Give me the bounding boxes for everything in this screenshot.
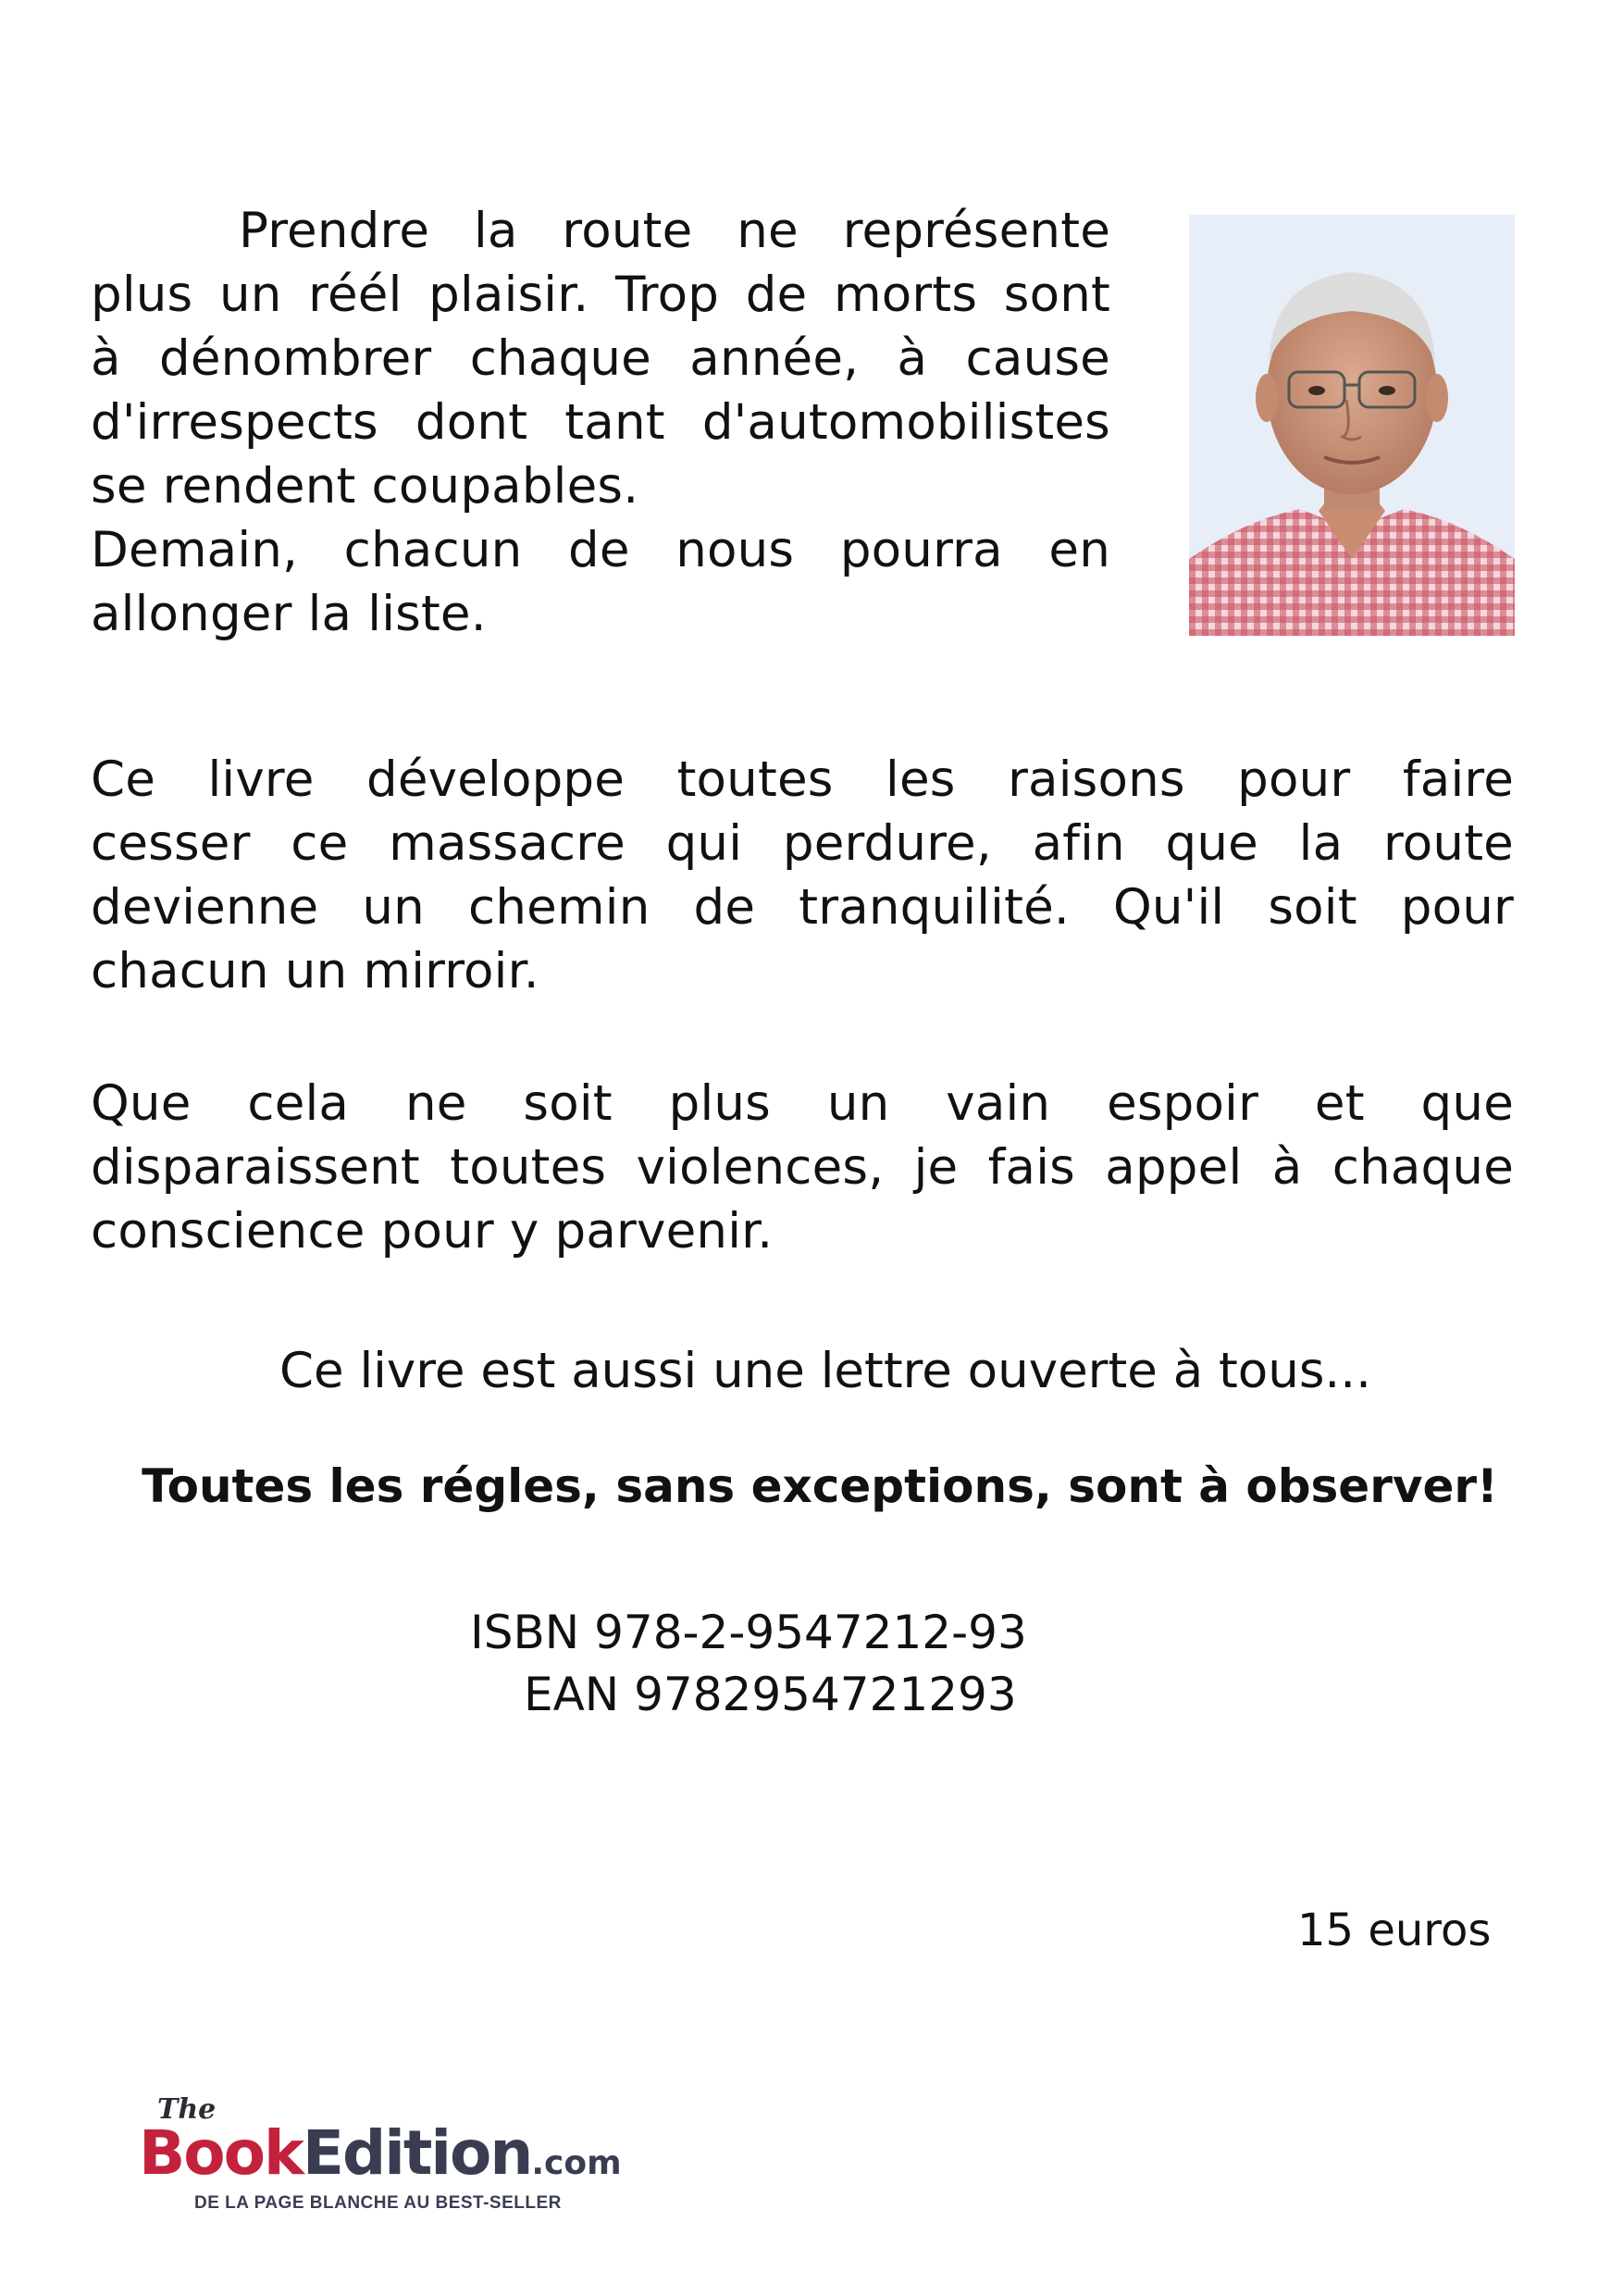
logo-com: .com: [531, 2144, 622, 2182]
intro-line: plus un réél plaisir. Trop de morts sont: [91, 267, 1110, 323]
logo-wordmark: [139, 2117, 622, 2189]
body-line: conscience pour y parvenir.: [91, 1203, 774, 1260]
intro-line: Demain, chacun de nous pourra en: [91, 522, 1110, 578]
intro-line: se rendent coupables.: [91, 458, 639, 515]
bookedition-logo: [139, 2093, 657, 2214]
open-letter-tagline: Ce livre est aussi une lettre ouverte à tous...: [279, 1343, 1371, 1399]
book-identifiers: [470, 1602, 1027, 1726]
body-paragraph-2: [91, 1072, 1514, 1263]
logo-edition: Edition: [302, 2117, 532, 2189]
body-line: disparaissent toutes violences, je fais appel à chaque: [91, 1139, 1514, 1196]
body-line: chacun un mirroir.: [91, 943, 539, 999]
intro-line: à dénombrer chaque année, à cause: [91, 330, 1110, 387]
body-line: Que cela ne soit plus un vain espoir et que: [91, 1075, 1514, 1132]
logo-tagline: DE LA PAGE BLANCHE AU BEST-SELLER: [194, 2193, 562, 2213]
price-label: 15 euros: [1297, 1905, 1492, 1956]
body-line: cesser ce massacre qui perdure, afin que la route: [91, 815, 1514, 872]
body-line: Ce livre développe toutes les raisons pour faire: [91, 751, 1514, 808]
intro-line: allonger la liste.: [91, 586, 487, 642]
body-paragraph-1: [91, 748, 1514, 1003]
intro-paragraph: [91, 199, 1110, 646]
ean-code: EAN 9782954721293: [524, 1668, 1017, 1721]
logo-book: Book: [139, 2117, 303, 2189]
logo-the: The: [157, 2093, 217, 2126]
isbn-code: ISBN 978-2-9547212-93: [470, 1606, 1027, 1659]
intro-line: Prendre la route ne représente: [239, 203, 1110, 259]
author-portrait: [1189, 215, 1515, 636]
rules-statement: Toutes les régles, sans exceptions, sont à observer!: [142, 1459, 1498, 1513]
body-line: devienne un chemin de tranquilité. Qu'il soit pour: [91, 879, 1514, 936]
intro-line: d'irrespects dont tant d'automobilistes: [91, 394, 1110, 451]
